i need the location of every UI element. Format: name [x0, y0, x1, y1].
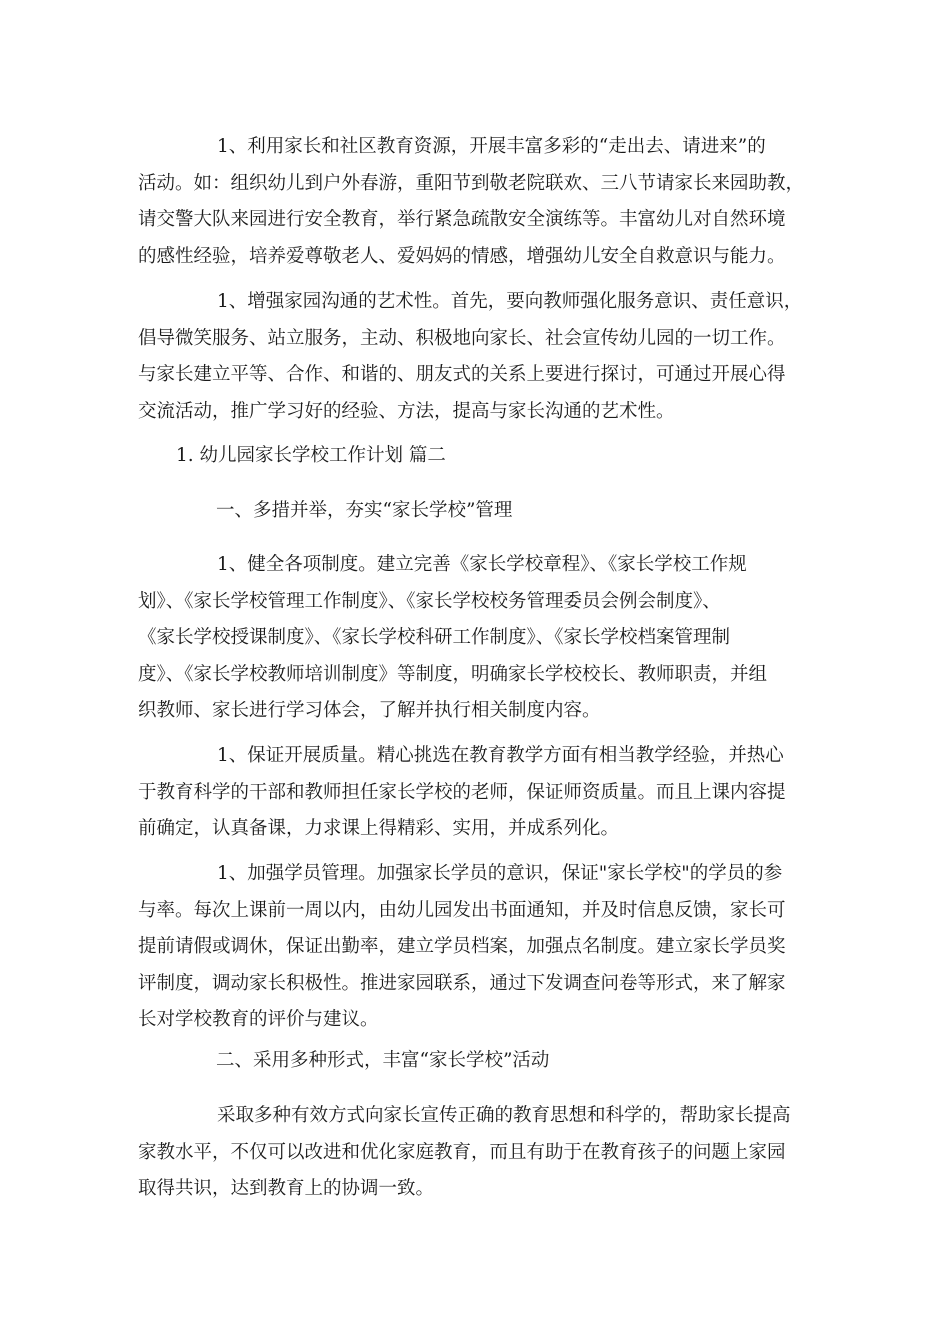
- paragraph-line: 于教育科学的干部和教师担任家长学校的老师，保证师资质量。而且上课内容提: [138, 781, 786, 803]
- section-title: 1. 幼儿园家长学校工作计划 篇二: [176, 445, 446, 466]
- paragraph-line: 采取多种有效方式向家长宣传正确的教育思想和科学的，帮助家长提高: [217, 1105, 791, 1126]
- paragraph-communication-art: [138, 284, 818, 430]
- paragraph-regulations: [138, 547, 818, 730]
- paragraph-line: 1、利用家长和社区教育资源，开展丰富多彩的“走出去、请进来”的: [217, 136, 766, 157]
- paragraph-family-community-resources: [138, 129, 818, 275]
- paragraph-line: 提前请假或调休，保证出勤率，建立学员档案，加强点名制度。建立家长学员奖: [138, 936, 786, 957]
- paragraph-line: 度》、《家长学校教师培训制度》等制度，明确家长学校校长、教师职责，并组: [138, 663, 768, 685]
- paragraph-line: 《家长学校授课制度》、《家长学校科研工作制度》、《家长学校档案管理制: [138, 627, 731, 648]
- paragraph-line: 前确定，认真备课，力求课上得精彩、实用，并成系列化。: [138, 818, 620, 839]
- paragraph-line: 织教师、家长进行学习体会，了解并执行相关制度内容。: [138, 700, 601, 721]
- section-heading-activities: 二、采用多种形式，丰富“家长学校”活动: [216, 1050, 550, 1071]
- paragraph-line: 活动。如：组织幼儿到户外春游，重阳节到敬老院联欢、三八节请家长来园助教，: [138, 172, 805, 194]
- paragraph-line: 与家长建立平等、合作、和谐的、朋友式的关系上要进行探讨，可通过开展心得: [138, 364, 786, 385]
- paragraph-line: 与率。每次上课前一周以内，由幼儿园发出书面通知，并及时信息反馈，家长可: [138, 899, 786, 921]
- paragraph-line: 1、保证开展质量。精心挑选在教育教学方面有相当教学经验，并热心: [217, 745, 784, 766]
- paragraph-education-ideas: [138, 1098, 818, 1208]
- paragraph-line: 长对学校教育的评价与建议。: [138, 1009, 379, 1030]
- paragraph-quality: [138, 738, 818, 848]
- paragraph-line: 交流活动，推广学习好的经验、方法，提高与家长沟通的艺术性。: [138, 400, 675, 422]
- paragraph-line: 倡导微笑服务、站立服务，主动、积极地向家长、社会宣传幼儿园的一切工作。: [138, 327, 786, 349]
- paragraph-line: 取得共识，达到教育上的协调一致。: [138, 1178, 435, 1199]
- paragraph-line: 1、增强家园沟通的艺术性。首先，要向教师强化服务意识、责任意识，: [217, 291, 803, 312]
- paragraph-line: 的感性经验，培养爱尊敬老人、爱妈妈的情感，增强幼儿安全自救意识与能力。: [138, 245, 786, 267]
- paragraph-line: 划》、《家长学校管理工作制度》、《家长学校校务管理委员会例会制度》、: [138, 590, 721, 612]
- section-heading-management: 一、多措并举，夯实“家长学校”管理: [216, 500, 513, 521]
- paragraph-line: 请交警大队来园进行安全教育，举行紧急疏散安全演练等。丰富幼儿对自然环境: [138, 209, 786, 230]
- paragraph-line: 1、加强学员管理。加强家长学员的意识，保证"家长学校"的学员的参: [217, 863, 783, 884]
- paragraph-line: 评制度，调动家长积极性。推进家园联系，通过下发调查问卷等形式，来了解家: [138, 972, 786, 994]
- paragraph-line: 家教水平，不仅可以改进和优化家庭教育，而且有助于在教育孩子的问题上家园: [138, 1141, 786, 1163]
- paragraph-line: 1、健全各项制度。建立完善《家长学校章程》、《家长学校工作规: [217, 554, 747, 575]
- paragraph-student-management: [138, 856, 818, 1039]
